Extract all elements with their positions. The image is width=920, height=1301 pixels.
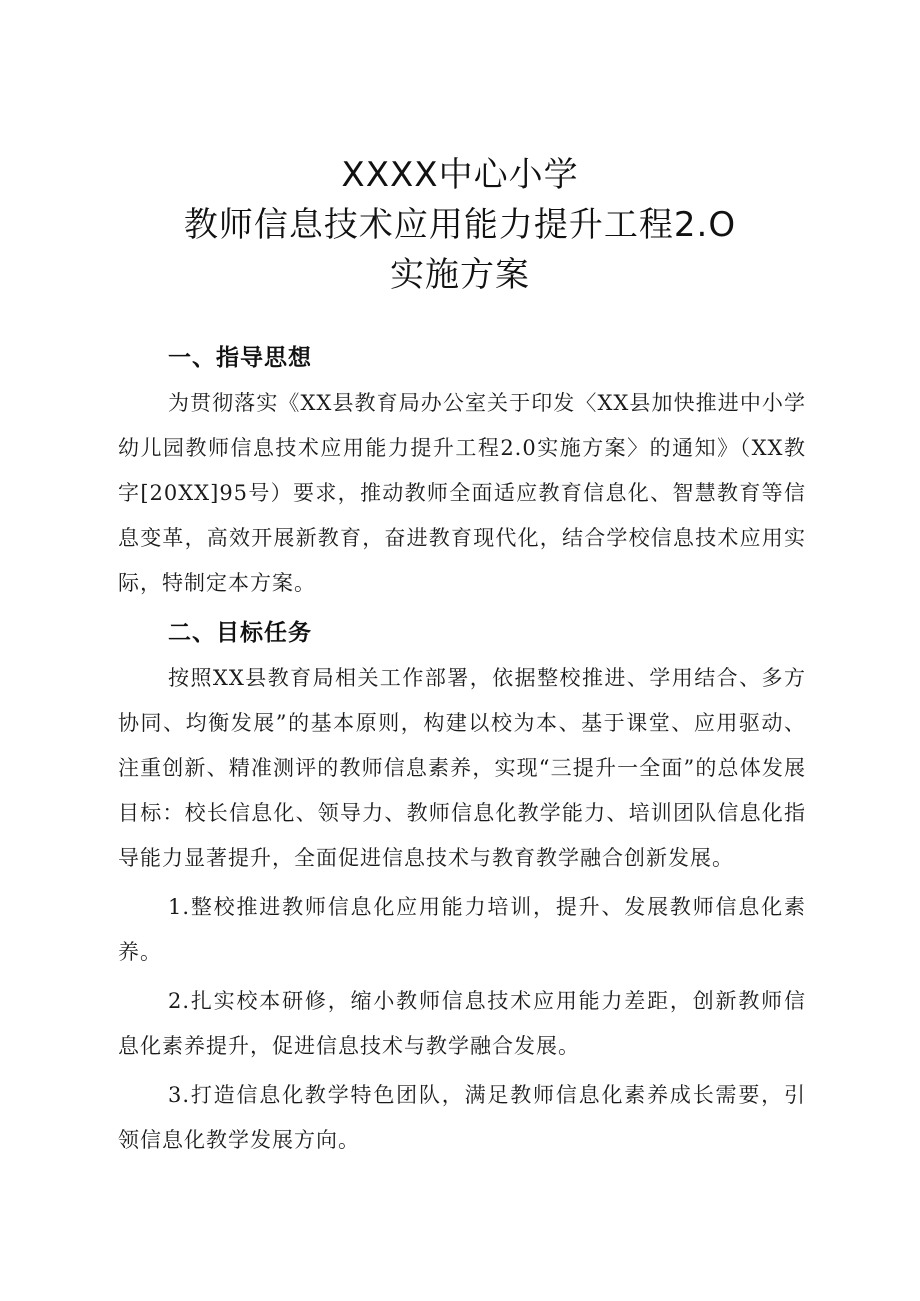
list-item: 1.整校推进教师信息化应用能力培训，提升、发展教师信息化素养。 bbox=[118, 895, 806, 964]
document-title bbox=[0, 150, 920, 300]
title-line-plan: 实施方案 bbox=[390, 255, 530, 295]
section-goals-tasks bbox=[118, 610, 806, 1163]
title-line-project: 教师信息技术应用能力提升工程2.O bbox=[183, 205, 737, 245]
section-heading: 一、指导思想 bbox=[168, 345, 312, 371]
list-item: 2.扎实校本研修，缩小教师信息技术应用能力差距，创新教师信息化素养提升，促进信息技术与教学融合发展。 bbox=[118, 989, 806, 1058]
paragraph: 按照XX县教育局相关工作部署，依据整校推进、学用结合、多方协同、均衡发展”的基本原则，构建以校为本、基于课堂、应用驱动、注重创新、精准测评的教师信息素养，实现“三提升一全面”的总体发展目标：校长信息化、领导力、教师信息化教学能力、培训团队信息化指导能力显著提升，全面促进信息技术与教育教学融合创新发展。 bbox=[118, 666, 806, 870]
document-body bbox=[118, 335, 806, 1163]
title-line-school: XXXX中心小学 bbox=[341, 155, 579, 195]
section-heading: 二、目标任务 bbox=[168, 620, 312, 646]
list-item: 3.打造信息化教学特色团队，满足教师信息化素养成长需要，引领信息化教学发展方向。 bbox=[118, 1083, 806, 1152]
paragraph: 为贯彻落实《XX县教育局办公室关于印发〈XX县加快推进中小学幼儿园教师信息技术应用能力提升工程2.0实施方案〉的通知》（XX教字[20XX]95号）要求，推动教师全面适应教育信息化、智慧教育等信息变革，高效开展新教育，奋进教育现代化，结合学校信息技术应用实际，特制定本方案。 bbox=[118, 391, 806, 595]
section-guiding-ideology bbox=[118, 335, 806, 606]
